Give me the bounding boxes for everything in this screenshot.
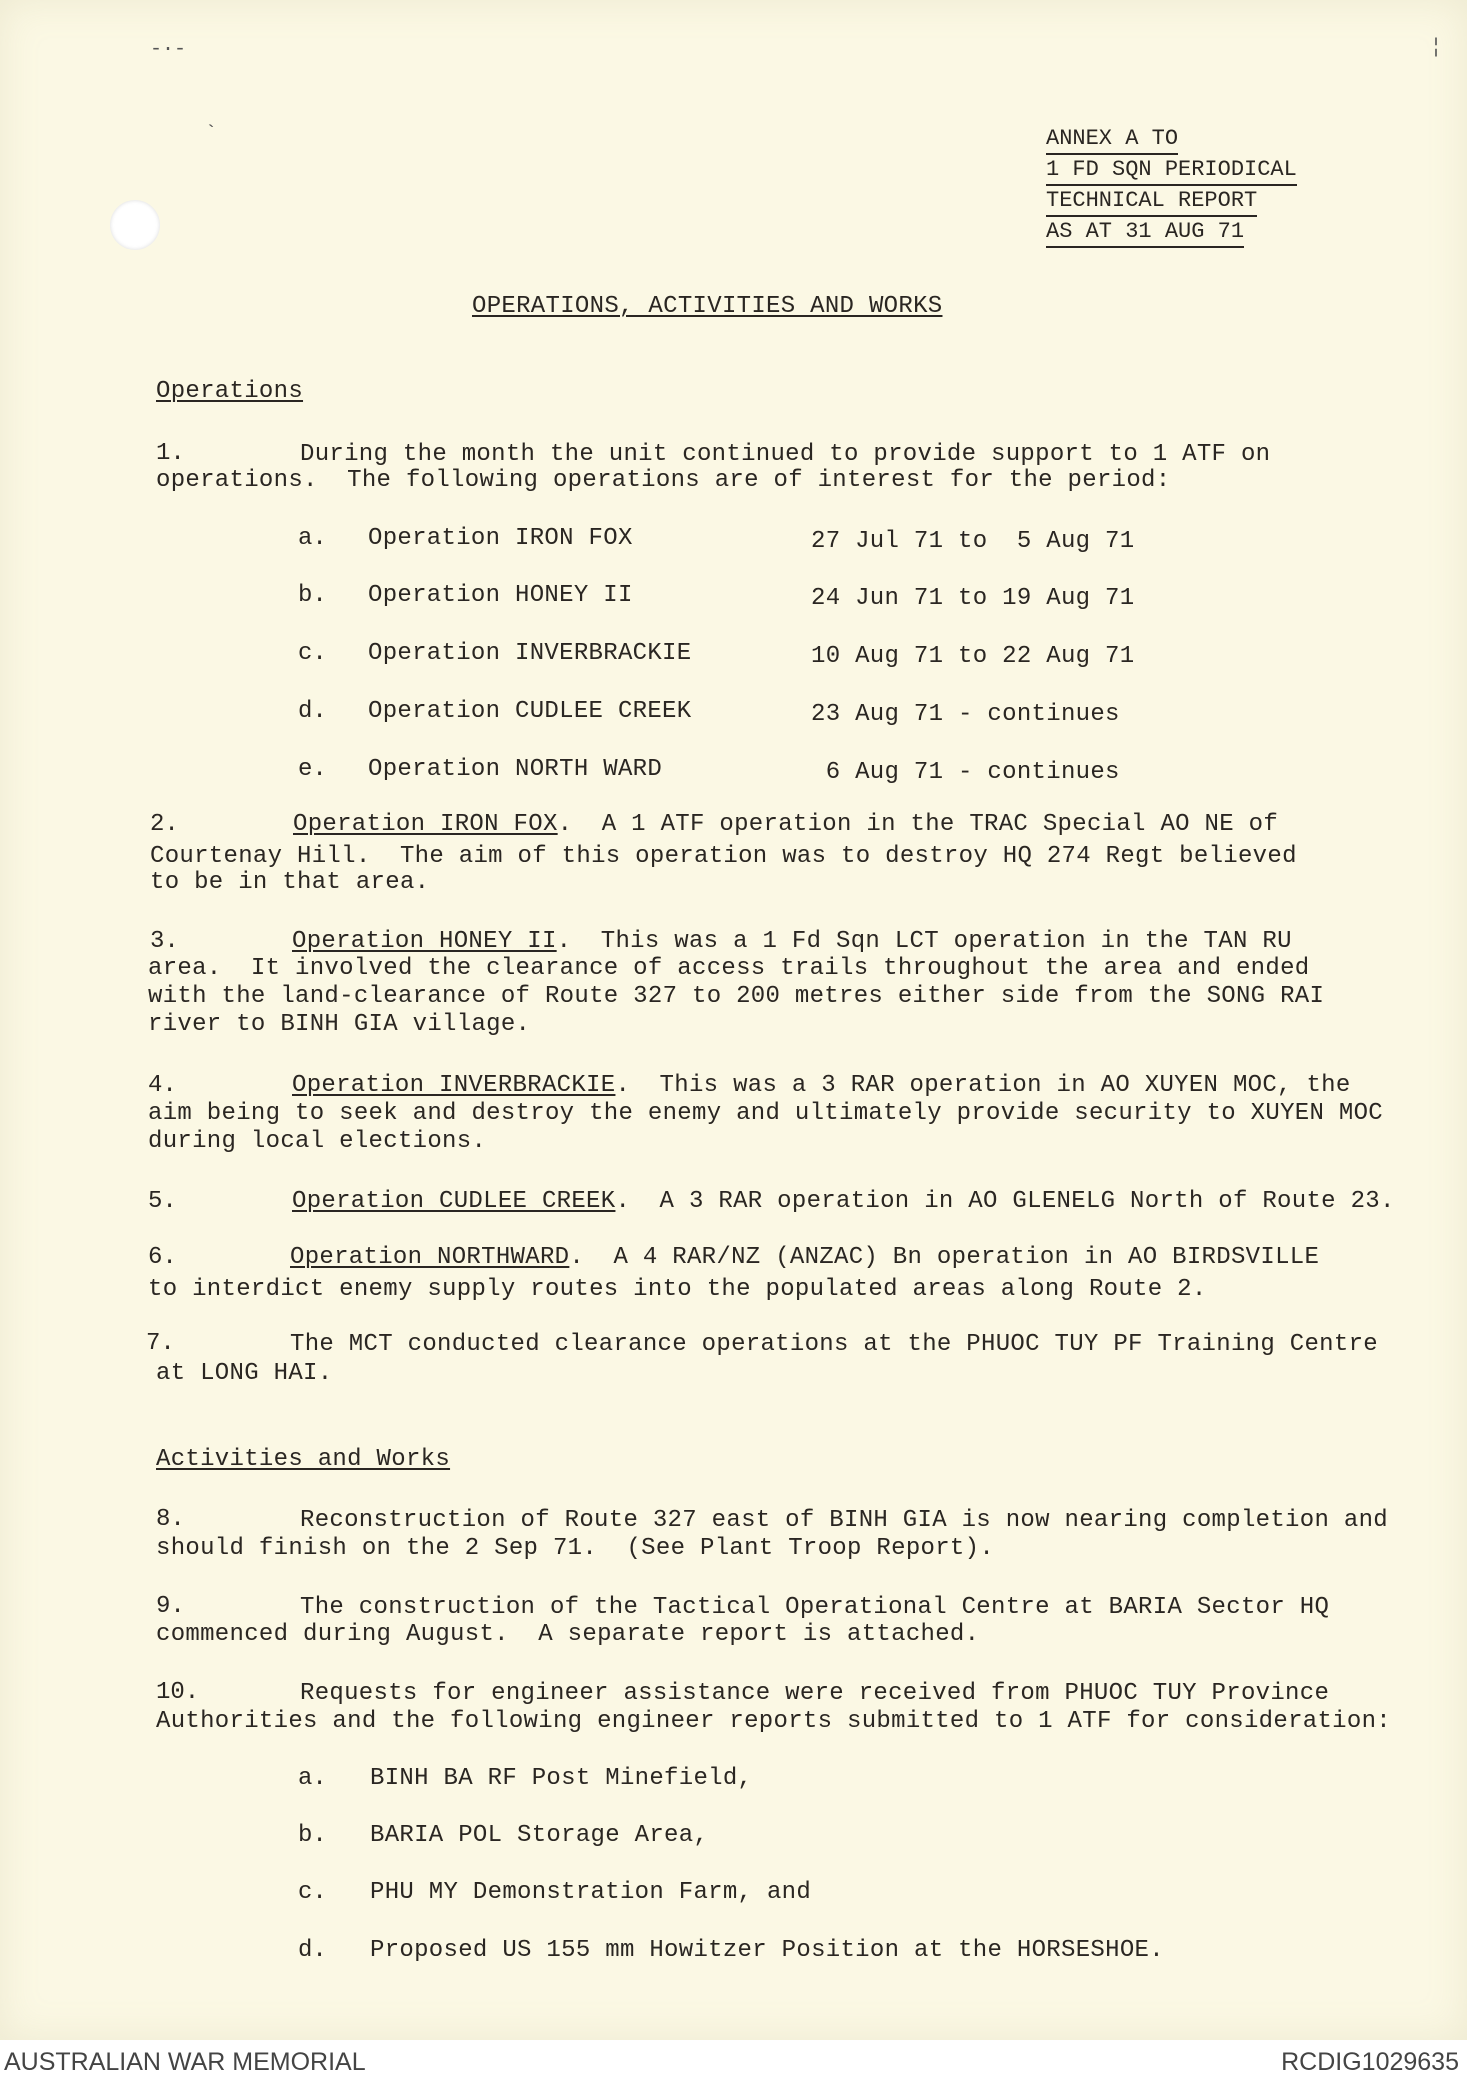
archive-id: RCDIG1029635 [1281,2048,1459,2076]
report-list-letter: b. [298,1822,327,1849]
para-10-line-2: Authorities and the following engineer reports submitted to 1 ATF for consideration: [156,1708,1391,1735]
para-4-line-2: aim being to seek and destroy the enemy and ultimately provide security to XUYEN MOC [148,1100,1383,1127]
para-10-number: 10. [156,1679,200,1706]
para-8-line-2: should finish on the 2 Sep 71. (See Plant Troop Report). [156,1535,995,1562]
para-8-line-1: Reconstruction of Route 327 east of BINH GIA is now nearing completion and [300,1507,1388,1534]
annex-reference [1046,124,1297,248]
report-list-item: Proposed US 155 mm Howitzer Position at the HORSESHOE. [370,1937,1164,1964]
punch-hole [110,200,160,250]
para-3-number: 3. [150,928,179,955]
annex-line-4: AS AT 31 AUG 71 [1046,217,1244,248]
para-3-line-2: area. It involved the clearance of access trails throughout the area and ended [148,955,1310,982]
op-list-dates: 6 Aug 71 - continues [811,759,1120,786]
report-list-item: BARIA POL Storage Area, [370,1822,709,1849]
para-3-line-1 [292,928,1292,956]
para-4-line-1 [292,1072,1351,1100]
para-3-line-3: with the land-clearance of Route 327 to 200 metres either side from the SONG RAI [148,983,1325,1010]
para-4-heading: Operation INVERBRACKIE [292,1072,616,1099]
op-list-dates: 10 Aug 71 to 22 Aug 71 [811,643,1135,670]
op-list-letter: e. [298,756,327,783]
para-6-line-1 [290,1244,1319,1272]
para-2-heading: Operation IRON FOX [293,811,558,838]
report-list-letter: a. [298,1765,327,1792]
para-4-line-1-rest: . This was a 3 RAR operation in AO XUYEN MOC, the [615,1072,1351,1099]
ink-mark: ¦ [1430,36,1443,59]
annex-line-2: 1 FD SQN PERIODICAL [1046,155,1297,186]
para-5-line-1-rest: . A 3 RAR operation in AO GLENELG North of Route 23. [615,1188,1395,1215]
para-5-heading: Operation CUDLEE CREEK [292,1188,616,1215]
para-3-line-1-rest: . This was a 1 Fd Sqn LCT operation in the TAN RU [556,928,1292,955]
para-9-number: 9. [156,1593,185,1620]
op-list-name: Operation INVERBRACKIE [368,640,692,667]
para-7-line-2: at LONG HAI. [156,1360,333,1387]
op-list-dates: 23 Aug 71 - continues [811,701,1120,728]
ink-mark: ` [205,123,218,146]
para-6-number: 6. [148,1244,177,1271]
archive-footer [0,2040,1467,2082]
para-4-line-3: during local elections. [148,1128,487,1155]
op-list-name: Operation NORTH WARD [368,756,663,783]
archive-name: AUSTRALIAN WAR MEMORIAL [4,2048,366,2076]
op-list-name: Operation IRON FOX [368,525,633,552]
para-1-line-1: During the month the unit continued to provide support to 1 ATF on [300,441,1271,468]
para-6-line-2: to interdict enemy supply routes into the populated areas along Route 2. [148,1276,1207,1303]
op-list-dates: 24 Jun 71 to 19 Aug 71 [811,585,1135,612]
para-9-line-2: commenced during August. A separate report is attached. [156,1621,980,1648]
op-list-dates: 27 Jul 71 to 5 Aug 71 [811,528,1135,555]
para-2-number: 2. [150,811,179,838]
op-list-letter: b. [298,582,327,609]
op-list-letter: c. [298,640,327,667]
activities-heading: Activities and Works [156,1446,451,1473]
para-6-line-1-rest: . A 4 RAR/NZ (ANZAC) Bn operation in AO BIRDSVILLE [569,1244,1320,1271]
op-list-name: Operation HONEY II [368,582,633,609]
report-list-item: PHU MY Demonstration Farm, and [370,1879,812,1906]
para-2-line-3: to be in that area. [150,869,430,896]
para-8-number: 8. [156,1506,185,1533]
para-6-heading: Operation NORTHWARD [290,1244,570,1271]
document-title: OPERATIONS, ACTIVITIES AND WORKS [472,293,943,320]
report-list-letter: c. [298,1879,327,1906]
op-list-letter: a. [298,525,327,552]
op-list-letter: d. [298,698,327,725]
op-list-name: Operation CUDLEE CREEK [368,698,692,725]
para-3-line-4: river to BINH GIA village. [148,1011,531,1038]
para-5-number: 5. [148,1188,177,1215]
report-list-letter: d. [298,1937,327,1964]
para-2-line-1-rest: . A 1 ATF operation in the TRAC Special AO NE of [557,811,1279,838]
para-9-line-1: The construction of the Tactical Operational Centre at BARIA Sector HQ [300,1594,1330,1621]
annex-line-3: TECHNICAL REPORT [1046,186,1257,217]
para-7-line-1: The MCT conducted clearance operations at the PHUOC TUY PF Training Centre [290,1331,1378,1358]
ink-mark: -·- [150,38,187,61]
para-4-number: 4. [148,1072,177,1099]
para-10-line-1: Requests for engineer assistance were received from PHUOC TUY Province [300,1680,1330,1707]
annex-line-1: ANNEX A TO [1046,124,1178,155]
para-2-line-1 [293,811,1278,839]
para-3-heading: Operation HONEY II [292,928,557,955]
para-1-number: 1. [156,440,185,467]
para-7-number: 7. [146,1330,175,1357]
operations-heading: Operations [156,378,304,405]
para-5-line-1 [292,1188,1395,1216]
para-1-line-2: operations. The following operations are of interest for the period: [156,467,1171,494]
report-list-item: BINH BA RF Post Minefield, [370,1765,753,1792]
para-2-line-2: Courtenay Hill. The aim of this operation was to destroy HQ 274 Regt believed [150,843,1297,870]
